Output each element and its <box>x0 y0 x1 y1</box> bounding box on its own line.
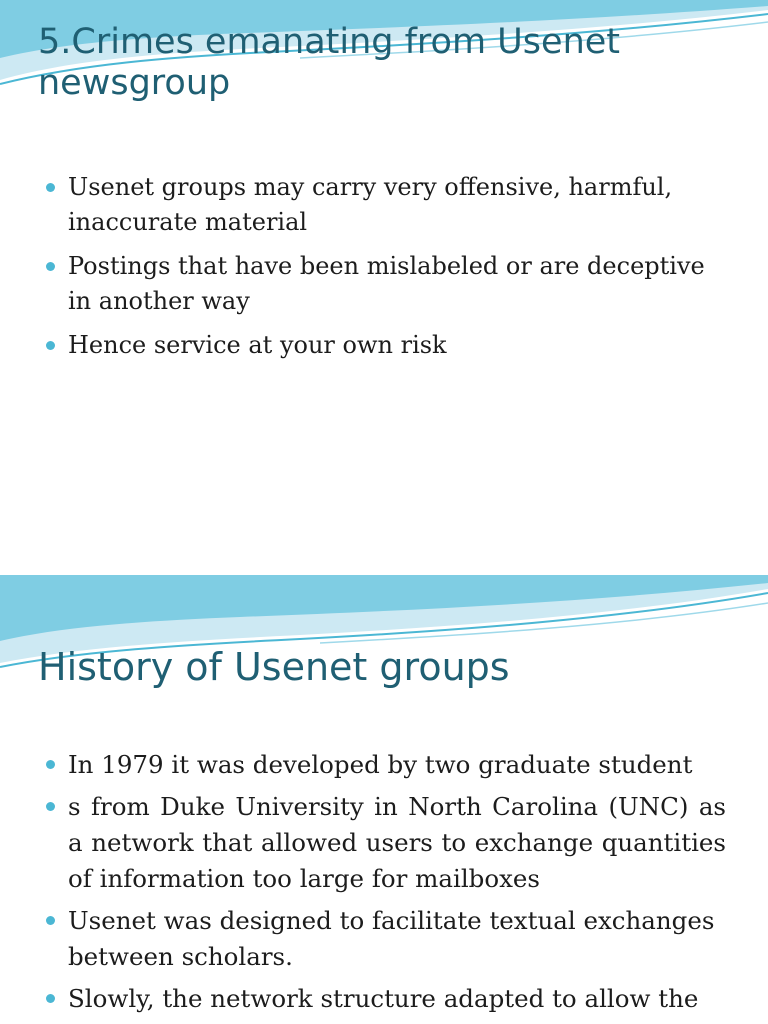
bullet-dot-icon <box>46 341 55 350</box>
bullet-item <box>46 328 726 363</box>
bullet-text: Postings that have been mislabeled or are deceptive in another way <box>68 252 705 315</box>
bullet-item <box>46 170 726 240</box>
bullet-dot-icon <box>46 802 55 811</box>
bullet-text: In 1979 it was developed by two graduate student <box>68 750 693 779</box>
bullet-text: Usenet groups may carry very offensive, harmful, inaccurate material <box>68 173 673 236</box>
bullet-item <box>46 903 726 975</box>
bullet-text: Hence service at your own risk <box>68 331 447 359</box>
bullet-dot-icon <box>46 262 55 271</box>
bullet-text: s from Duke University in North Carolina (UNC) as a network that allowed users to exchange quantities of information too large for mailboxes <box>68 792 726 893</box>
bullet-dot-icon <box>46 183 55 192</box>
slide-title: 5.Crimes emanating from Usenet newsgroup <box>38 22 621 104</box>
bullet-item <box>46 981 726 1017</box>
bullet-item <box>46 789 726 897</box>
bullet-dot-icon <box>46 994 55 1003</box>
bullet-text: Slowly, the network structure adapted to allow the <box>68 984 699 1013</box>
bullet-list <box>46 170 726 372</box>
bullet-list <box>46 747 726 1023</box>
bullet-item <box>46 249 726 319</box>
bullet-item <box>46 747 726 783</box>
slide-2 <box>0 575 768 1024</box>
bullet-dot-icon <box>46 916 55 925</box>
slide-title: History of Usenet groups <box>38 645 510 689</box>
bullet-dot-icon <box>46 760 55 769</box>
bullet-text: Usenet was designed to facilitate textual exchanges between scholars. <box>68 906 715 971</box>
